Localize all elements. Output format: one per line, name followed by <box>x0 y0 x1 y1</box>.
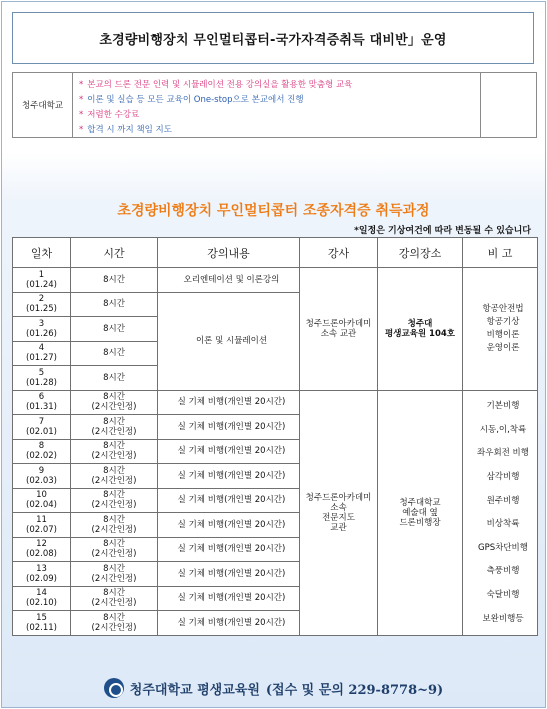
day-cell: 9 (02.03) <box>13 464 71 489</box>
content-cell: 실 기체 비행(개인별 20시간) <box>158 390 300 415</box>
time-cell: 8시간 (2시간인정) <box>71 537 158 562</box>
notes-cell: 항공안전법 항공기상 비행이론 운영이론 <box>463 268 538 391</box>
footer-contact: (접수 및 문의 229-8778~9) <box>265 682 444 698</box>
header-instructor: 강사 <box>300 238 378 268</box>
content-cell: 오리엔테이션 및 이론강의 <box>158 268 300 293</box>
asterisk-icon: * <box>79 110 84 120</box>
time-cell: 8시간 <box>71 292 158 317</box>
schedule-change-note: *일정은 기상여건에 따라 변동될 수 있습니다 <box>354 226 531 236</box>
intro-school-name: 청주대학교 <box>13 73 73 137</box>
header-notes: 비 고 <box>463 238 538 268</box>
time-cell: 8시간 (2시간인정) <box>71 390 158 415</box>
intro-point: * 합격 시 까지 책임 지도 <box>79 125 172 135</box>
content-cell: 실 기체 비행(개인별 20시간) <box>158 611 300 636</box>
schedule-table <box>12 237 538 636</box>
content-cell: 실 기체 비행(개인별 20시간) <box>158 415 300 440</box>
asterisk-icon: * <box>79 125 84 135</box>
content-cell: 실 기체 비행(개인별 20시간) <box>158 586 300 611</box>
intro-point: * 이론 및 실습 등 모든 교육이 One-stop으로 본교에서 진행 <box>79 95 304 105</box>
day-cell: 7 (02.01) <box>13 415 71 440</box>
footer <box>0 674 547 702</box>
time-cell: 8시간 (2시간인정) <box>71 611 158 636</box>
content-cell: 이론 및 시뮬레이션 <box>158 292 300 390</box>
time-cell: 8시간 (2시간인정) <box>71 439 158 464</box>
page-title: 초경량비행장치 무인멀티콥터-국가자격증취득 대비반」운영 <box>99 32 447 48</box>
day-cell: 1 (01.24) <box>13 268 71 293</box>
time-cell: 8시간 <box>71 268 158 293</box>
time-cell: 8시간 (2시간인정) <box>71 488 158 513</box>
intro-point: * 저렴한 수강료 <box>79 110 140 120</box>
table-header-row <box>13 238 538 268</box>
day-cell: 15 (02.11) <box>13 611 71 636</box>
content-cell: 실 기체 비행(개인별 20시간) <box>158 562 300 587</box>
course-title: 초경량비행장치 무인멀티콥터 조종자격증 취득과정 <box>117 203 430 219</box>
content-cell: 실 기체 비행(개인별 20시간) <box>158 513 300 538</box>
time-cell: 8시간 (2시간인정) <box>71 415 158 440</box>
day-cell: 8 (02.02) <box>13 439 71 464</box>
header-time: 시간 <box>71 238 158 268</box>
intro-points-list <box>73 73 481 137</box>
instructor-cell: 청주드론아카데미 소속 교관 <box>300 268 378 391</box>
day-cell: 4 (01.27) <box>13 341 71 366</box>
header-content: 강의내용 <box>158 238 300 268</box>
time-cell: 8시간 <box>71 317 158 342</box>
day-cell: 2 (01.25) <box>13 292 71 317</box>
table-row <box>13 390 538 415</box>
university-logo-icon <box>104 678 124 698</box>
header-title-box <box>12 12 534 64</box>
day-cell: 3 (01.26) <box>13 317 71 342</box>
content-cell: 실 기체 비행(개인별 20시간) <box>158 439 300 464</box>
time-cell: 8시간 <box>71 341 158 366</box>
day-cell: 6 (01.31) <box>13 390 71 415</box>
table-row <box>13 268 538 293</box>
time-cell: 8시간 (2시간인정) <box>71 562 158 587</box>
time-cell: 8시간 <box>71 366 158 391</box>
day-cell: 13 (02.09) <box>13 562 71 587</box>
time-cell: 8시간 (2시간인정) <box>71 513 158 538</box>
venue-cell: 청주대 평생교육원 104호 <box>378 268 463 391</box>
day-cell: 12 (02.08) <box>13 537 71 562</box>
asterisk-icon: * <box>79 95 84 105</box>
header-day: 일차 <box>13 238 71 268</box>
intro-table <box>12 72 537 138</box>
content-cell: 실 기체 비행(개인별 20시간) <box>158 537 300 562</box>
day-cell: 11 (02.07) <box>13 513 71 538</box>
day-cell: 14 (02.10) <box>13 586 71 611</box>
content-cell: 실 기체 비행(개인별 20시간) <box>158 488 300 513</box>
intro-empty-cell <box>481 73 536 137</box>
asterisk-icon: * <box>79 80 84 90</box>
instructor-cell: 청주드론아카데미 소속 전문지도 교관 <box>300 390 378 635</box>
time-cell: 8시간 (2시간인정) <box>71 464 158 489</box>
day-cell: 5 (01.28) <box>13 366 71 391</box>
intro-point: * 본교의 드론 전문 인력 및 시뮬레이션 전용 강의실을 활용한 맞춤형 교육 <box>79 80 353 90</box>
content-cell: 실 기체 비행(개인별 20시간) <box>158 464 300 489</box>
time-cell: 8시간 (2시간인정) <box>71 586 158 611</box>
header-venue: 강의장소 <box>378 238 463 268</box>
footer-org: 청주대학교 평생교육원 <box>129 682 260 698</box>
notes-cell: 기본비행 시동,이,착륙 좌우회전 비행 삼각비행 원주비행 비상착륙 GPS차단비행 측풍비행 숙달비행 보완비행등 <box>463 390 538 635</box>
day-cell: 10 (02.04) <box>13 488 71 513</box>
venue-cell: 청주대학교 예술대 옆 드론비행장 <box>378 390 463 635</box>
